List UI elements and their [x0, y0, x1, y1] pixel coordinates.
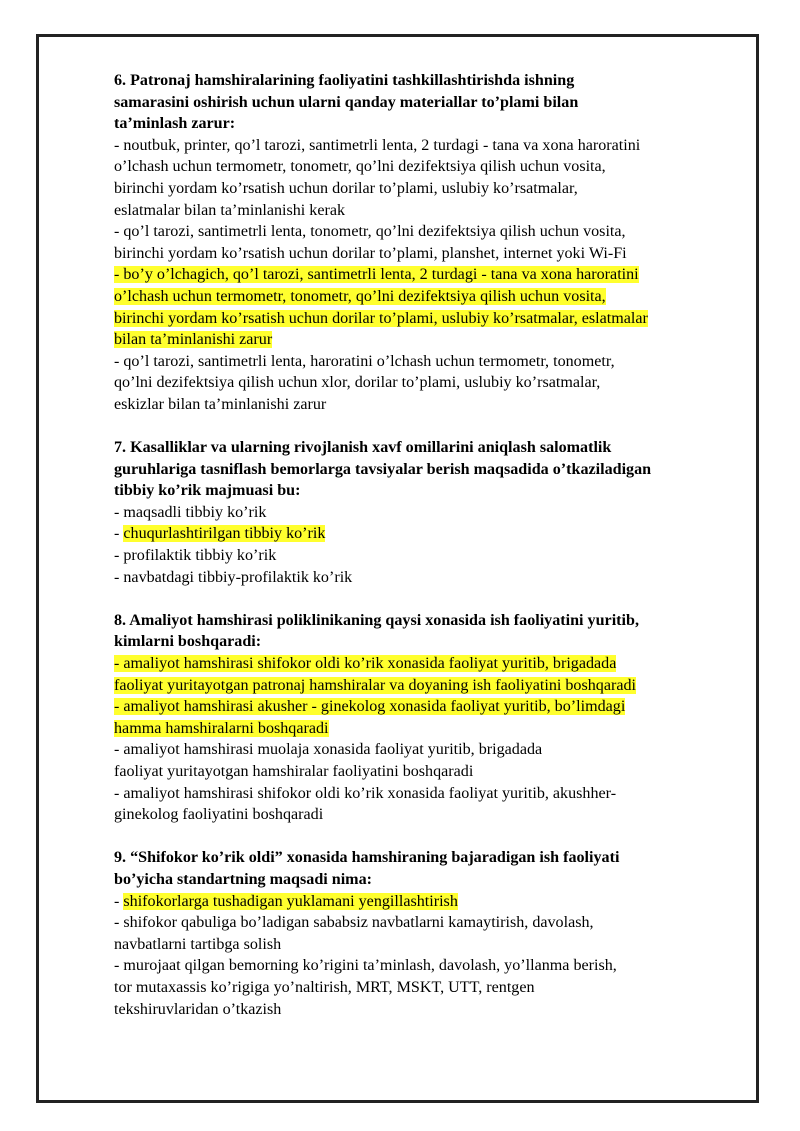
answer-text: - navbatdagi tibbiy-profilaktik ko’rik	[114, 568, 353, 586]
answer-dash: -	[114, 525, 124, 543]
answer-text: - amaliyot hamshirasi akusher - ginekolog xonasida faoliyat yuritib, bo’limdagi hamma hamshiralarni boshqaradi	[114, 698, 626, 737]
question-6	[114, 70, 750, 416]
answer-option-highlighted	[114, 696, 750, 739]
answer-option-highlighted	[114, 653, 750, 696]
answer-text: - noutbuk, printer, qo’l tarozi, santimetrli lenta, 2 turdagi - tana va xona haroratini o’lchash uchun termometr, tonometr, qo’lni dezifektsiya qilish uchun vosita, birinchi yordam ko’rsatish uchun dorilar to’plami, uslubiy ko’rsatmalar, eslatmalar bilan ta’minlanishi kerak	[114, 136, 641, 219]
answer-text: - amaliyot hamshirasi muolaja xonasida faoliyat yuritib, brigadada faoliyat yuritayotgan hamshiralar faoliyatini boshqaradi	[114, 741, 543, 780]
question-title: 8. Amaliyot hamshirasi poliklinikaning qaysi xonasida ish faoliyatini yuritib, kimlarni boshqaradi:	[114, 611, 639, 651]
answer-option	[114, 221, 750, 264]
answer-text: - qo’l tarozi, santimetrli lenta, tonometr, qo’lni dezifektsiya qilish uchun vosita, birinchi yordam ko’rsatish uchun dorilar to’plami, planshet, internet yoki Wi-Fi	[114, 223, 627, 262]
answer-option	[114, 912, 750, 955]
answer-option	[114, 351, 750, 416]
answer-option	[114, 135, 750, 221]
answer-text: - murojaat qilgan bemorning ko’rigini ta’minlash, davolash, yo’llanma berish, tor mutaxassis ko’rigiga yo’naltirish, MRT, MSKT, UTT, rentgen tekshiruvlaridan o’tkazish	[114, 957, 617, 1018]
question-7	[114, 437, 750, 588]
answer-text	[114, 525, 325, 542]
question-title: 7. Kasalliklar va ularning rivojlanish xavf omillarini aniqlash salomatlik guruhlariga tasniflash bemorlarga tavsiyalar berish maqsadida o’tkaziladigan tibbiy ko’rik majmuasi bu:	[114, 439, 652, 500]
answer-text: - profilaktik tibbiy ko’rik	[114, 547, 277, 565]
answer-highlight: chuqurlashtirilgan tibbiy ko’rik	[123, 525, 326, 543]
answer-option	[114, 955, 750, 1020]
answer-highlight: shifokorlarga tushadigan yuklamani yengillashtirish	[123, 892, 458, 910]
answer-option-highlighted	[114, 891, 750, 913]
answer-option	[114, 545, 750, 567]
answer-text: - amaliyot hamshirasi shifokor oldi ko’rik xonasida faoliyat yuritib, brigadada faoliyat yuritayotgan patronaj hamshiralar va doyaning ish faoliyatini boshqaradi	[114, 655, 637, 694]
answer-option	[114, 739, 750, 782]
answer-option-highlighted	[114, 523, 750, 545]
answer-option-highlighted	[114, 264, 750, 350]
question-9	[114, 847, 750, 1020]
document-body	[114, 70, 750, 1042]
question-title: 9. “Shifokor ko’rik oldi” xonasida hamshiraning bajaradigan ish faoliyati bo’yicha standartning maqsadi nima:	[114, 849, 620, 888]
answer-text: - shifokor qabuliga bo’ladigan sababsiz navbatlarni kamaytirish, davolash, navbatlarni tartibga solish	[114, 914, 594, 953]
answer-dash: -	[114, 892, 124, 910]
question-8	[114, 610, 750, 826]
answer-text: - amaliyot hamshirasi shifokor oldi ko’rik xonasida faoliyat yuritib, akushher- ginekolog faoliyatini boshqaradi	[114, 784, 617, 824]
answer-text: - qo’l tarozi, santimetrli lenta, haroratini o’lchash uchun termometr, tonometr, qo’lni dezifektsiya qilish uchun xlor, dorilar to’plami, uslubiy ko’rsatmalar, eskizlar bilan ta’minlanishi zarur	[114, 352, 615, 413]
answer-text: - maqsadli tibbiy ko’rik	[114, 503, 267, 521]
answer-option	[114, 567, 750, 589]
answer-option	[114, 783, 750, 826]
question-title: 6. Patronaj hamshiralarining faoliyatini tashkillashtirishda ishning samarasini oshirish uchun ularni qanday materiallar to’plami bilan ta’minlash zarur:	[114, 72, 579, 133]
answer-text: - bo’y o’lchagich, qo’l tarozi, santimetrli lenta, 2 turdagi - tana va xona haroratini o’lchash uchun termometr, tonometr, qo’lni dezifektsiya qilish uchun vosita, birinchi yordam ko’rsatish uchun dorilar to’plami, uslubiy ko’rsatmalar, eslatmalar bilan ta’minlanishi zarur	[114, 266, 648, 349]
answer-text	[114, 893, 458, 910]
answer-option	[114, 502, 750, 524]
